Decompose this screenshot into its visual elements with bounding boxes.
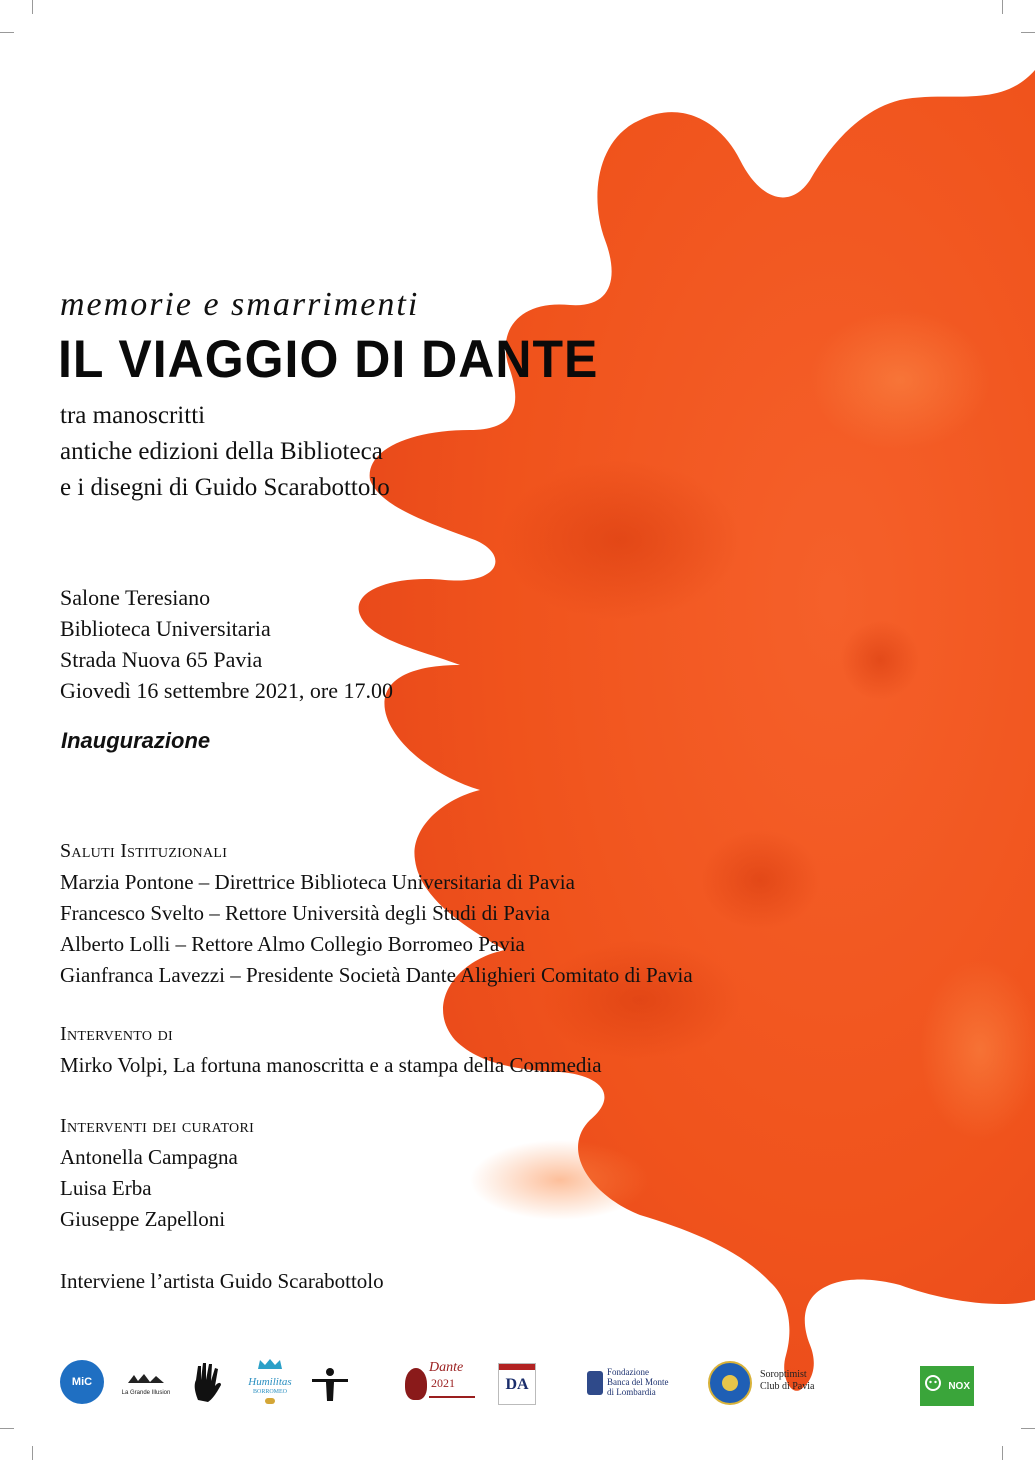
curator-line: Antonella Campagna xyxy=(60,1145,238,1169)
curator-line: Giuseppe Zapelloni xyxy=(60,1207,226,1231)
speaker-line: Gianfranca Lavezzi – Presidente Società Dante Alighieri Comitato di Pavia xyxy=(60,963,693,987)
page-title: IL VIAGGIO DI DANTE xyxy=(58,329,599,389)
dante-profile-icon xyxy=(405,1368,427,1400)
grande-illusion-text: La Grande Illusion xyxy=(121,1390,171,1396)
shield-icon xyxy=(587,1371,603,1395)
humilitas-logo xyxy=(248,1357,292,1411)
section-heading: Intervento di xyxy=(60,1023,173,1045)
face-icon xyxy=(924,1374,942,1396)
soroptimist-line: Soroptimist xyxy=(760,1369,807,1380)
fondazione-line: Fondazione xyxy=(607,1367,649,1377)
artist-note: Interviene l’artista Guido Scarabottolo xyxy=(60,1269,384,1293)
da-text: DA xyxy=(505,1376,529,1393)
venue-info xyxy=(60,582,393,706)
emblem-icon xyxy=(265,1398,275,1404)
venue-line: Biblioteca Universitaria xyxy=(60,616,271,641)
figures-icon xyxy=(126,1371,166,1385)
fondazione-logo xyxy=(587,1367,677,1403)
figure-logo xyxy=(310,1365,350,1405)
curator-line: Luisa Erba xyxy=(60,1176,152,1200)
humilitas-text: Humilitas xyxy=(248,1376,292,1388)
mic-logo: MiC xyxy=(60,1360,104,1404)
fondazione-line: di Lombardia xyxy=(607,1387,656,1397)
borromeo-text: BORROMEO xyxy=(252,1389,287,1395)
curatori-section xyxy=(60,1111,254,1235)
inauguration-label: Inaugurazione xyxy=(61,728,211,753)
green-logo-text: NOX xyxy=(948,1380,970,1392)
fondazione-line: Banca del Monte xyxy=(607,1377,669,1387)
hand-icon xyxy=(190,1360,224,1406)
dante2021-logo xyxy=(405,1360,477,1410)
grande-illusion-logo xyxy=(118,1371,174,1401)
speaker-line: Francesco Svelto – Rettore Università degli Studi di Pavia xyxy=(60,901,550,925)
dante-alighieri-logo xyxy=(498,1363,536,1405)
emblem-center xyxy=(722,1375,738,1391)
divider xyxy=(429,1396,475,1398)
leaf-shape xyxy=(359,70,1035,1391)
section-heading: Interventi dei curatori xyxy=(60,1115,255,1137)
venue-line: Giovedì 16 settembre 2021, ore 17.00 xyxy=(60,678,393,703)
sponsor-logos xyxy=(0,1355,1035,1415)
soroptimist-emblem-icon xyxy=(708,1361,752,1405)
dante-text: Dante xyxy=(429,1360,464,1375)
soroptimist-line: Club di Pavia xyxy=(760,1381,815,1392)
saluti-section xyxy=(60,836,693,991)
intervento-section xyxy=(60,1019,602,1081)
soroptimist-text xyxy=(760,1369,814,1393)
hand-logo xyxy=(190,1360,224,1406)
intro-line: e i disegni di Guido Scarabottolo xyxy=(60,474,390,501)
figure-icon xyxy=(310,1365,350,1405)
intro-text xyxy=(60,398,390,506)
crown-icon xyxy=(256,1357,284,1371)
venue-line: Strada Nuova 65 Pavia xyxy=(60,647,263,672)
speaker-line: Marzia Pontone – Direttrice Biblioteca Universitaria di Pavia xyxy=(60,870,575,894)
venue-line: Salone Teresiano xyxy=(60,585,211,610)
section-heading: Saluti Istituzionali xyxy=(60,840,228,862)
intro-line: tra manoscritti xyxy=(60,402,206,429)
red-band xyxy=(499,1364,535,1370)
subtitle: memorie e smarrimenti xyxy=(60,286,420,323)
intro-line: antiche edizioni della Biblioteca xyxy=(60,438,383,465)
fondazione-text xyxy=(607,1367,668,1397)
speaker-line: Mirko Volpi, La fortuna manoscritta e a stampa della Commedia xyxy=(60,1053,602,1077)
speaker-line: Alberto Lolli – Rettore Almo Collegio Borromeo Pavia xyxy=(60,932,525,956)
dante-year: 2021 xyxy=(431,1376,455,1390)
green-logo xyxy=(920,1366,974,1406)
